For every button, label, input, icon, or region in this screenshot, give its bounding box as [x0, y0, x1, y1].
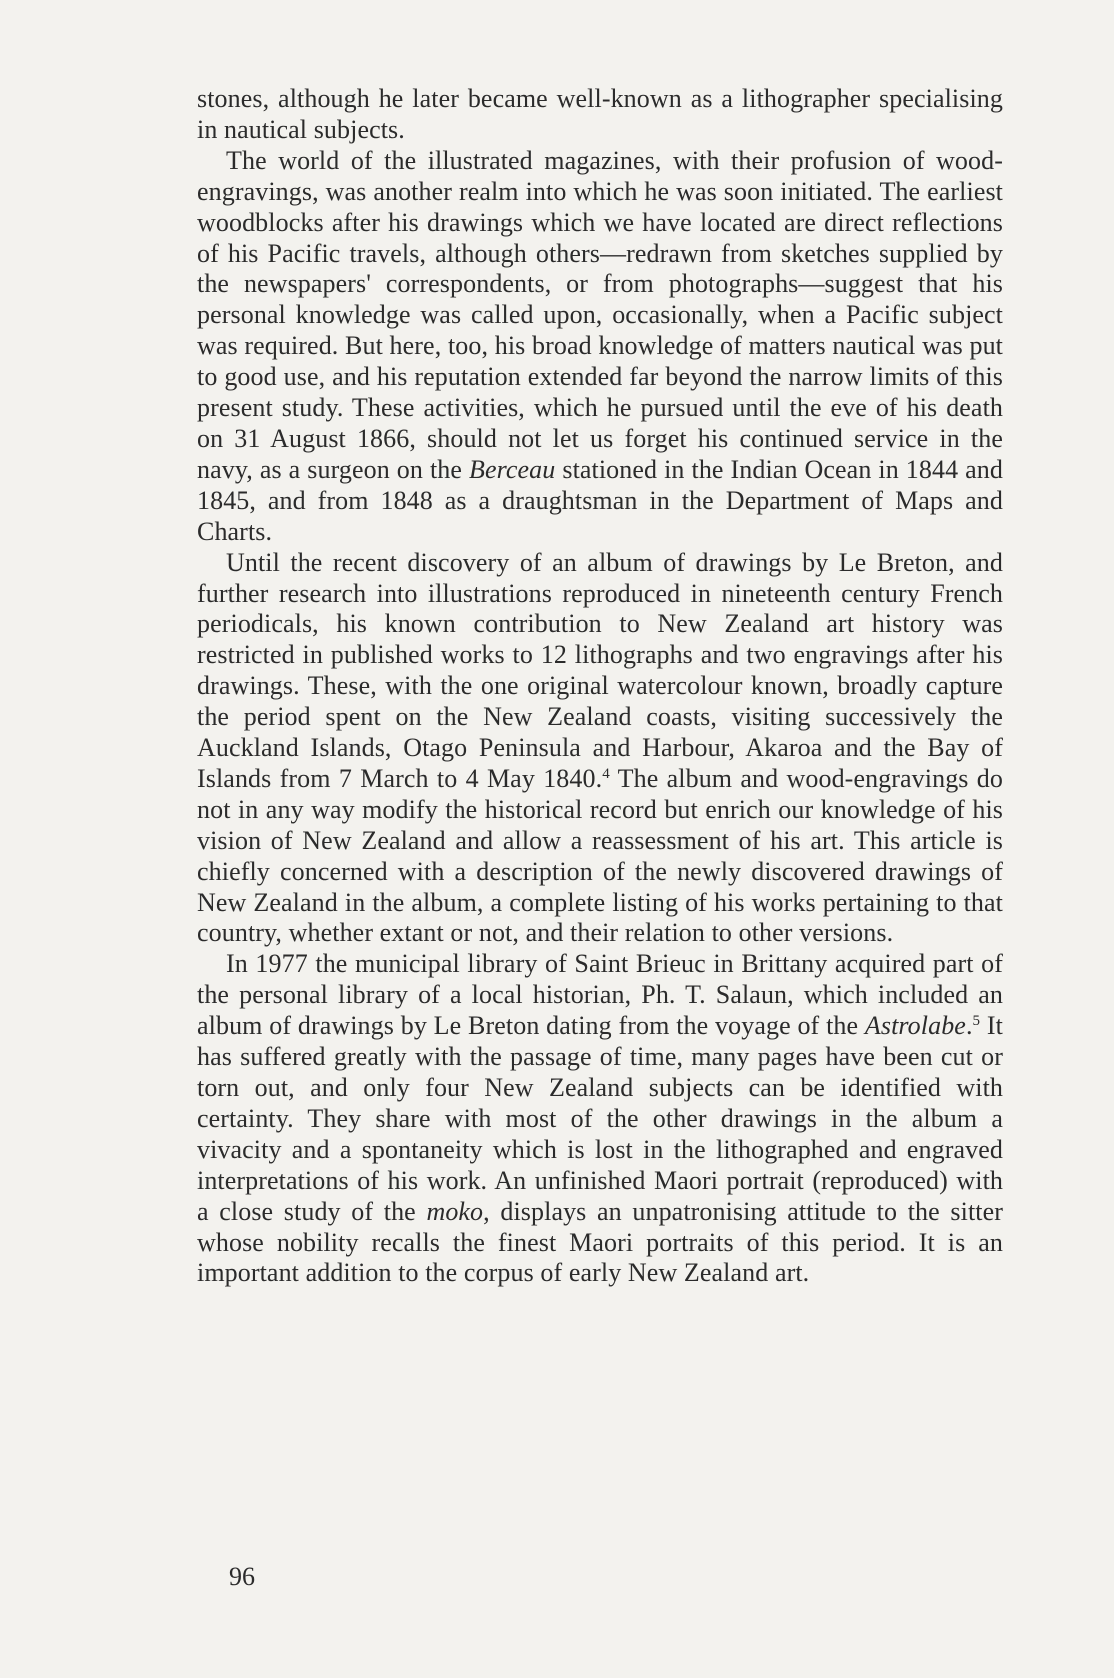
page-number: 96 — [229, 1562, 255, 1591]
text-run: It has suffered greatly with the passage of time, many pages have been cut or torn out, and only four New Zealand subjects can be identified with certainty. They share with most of the other drawings in the album a vivacity and a spontaneity which is lost in the lithographed and engraved interpretations of his work. An unfinished Maori portrait (reproduced) with a close study of the — [197, 1011, 1003, 1226]
footnote-ref: 4 — [602, 765, 610, 782]
italic-text: Berceau — [469, 454, 556, 484]
text-run: In 1977 the municipal library of Saint Brieuc in Brittany acquired part of the personal library of a local historian, Ph. T. Salaun, which included an album of drawings by Le Breton dating from the voyage of the — [197, 949, 1003, 1041]
paragraph — [197, 949, 1003, 1289]
text-run: The album and wood-engravings do not in any way modify the historical record but enrich our knowledge of his vision of New Zealand and allow a reassessment of his art. This article is chiefly concerned with a description of the newly discovered drawings of New Zealand in the album, a complete listing of his works pertaining to that country, whether extant or not, and their relation to other versions. — [197, 763, 1004, 948]
text-run: stationed in the Indian Ocean in 1844 and 1845, and from 1848 as a draughtsman in the Department of Maps and Charts. — [197, 454, 1004, 546]
italic-text: Astrolabe — [864, 1011, 966, 1041]
footnote-ref: 5 — [972, 1013, 981, 1030]
text-run: The world of the illustrated magazines, with their profusion of wood-engravings, was another realm into which he was soon initiated. The earliest woodblocks after his drawings which we have located are direct reflections of his Pacific travels, although others—redrawn from sketches supplied by the newspapers' correspondents, or from photographs—suggest that his personal knowledge was called upon, occasionally, when a Pacific subject was required. But here, too, his broad knowledge of matters nautical was put to good use, and his reputation extended far beyond the narrow limits of this present study. These activities, which he pursued until the eve of his death on 31 August 1866, should not let us forget his continued service in the navy, as a surgeon on the — [197, 145, 1003, 484]
text-run: stones, although he later became well-known as a lithographer specialising in nautical subjects. — [197, 84, 1003, 144]
italic-text: moko — [426, 1196, 484, 1226]
paragraph — [197, 548, 1003, 950]
body-text — [197, 84, 1003, 1289]
text-run: Until the recent discovery of an album of drawings by Le Breton, and further research into illustrations reproduced in nineteenth century French periodicals, his known contribution to New Zealand art history was restricted in published works to 12 lithographs and two engravings after his drawings. These, with the one original watercolour known, broadly capture the period spent on the New Zealand coasts, visiting successively the Auckland Islands, Otago Peninsula and Harbour, Akaroa and the Bay of Islands from 7 March to 4 May 1840. — [197, 547, 1003, 793]
paragraph — [197, 84, 1003, 146]
paragraph — [197, 146, 1003, 548]
text-run: . — [965, 1011, 973, 1041]
text-run: , displays an unpatronising attitude to the sitter whose nobility recalls the finest Maori portraits of this period. It is an important addition to the corpus of early New Zealand art. — [197, 1196, 1004, 1288]
